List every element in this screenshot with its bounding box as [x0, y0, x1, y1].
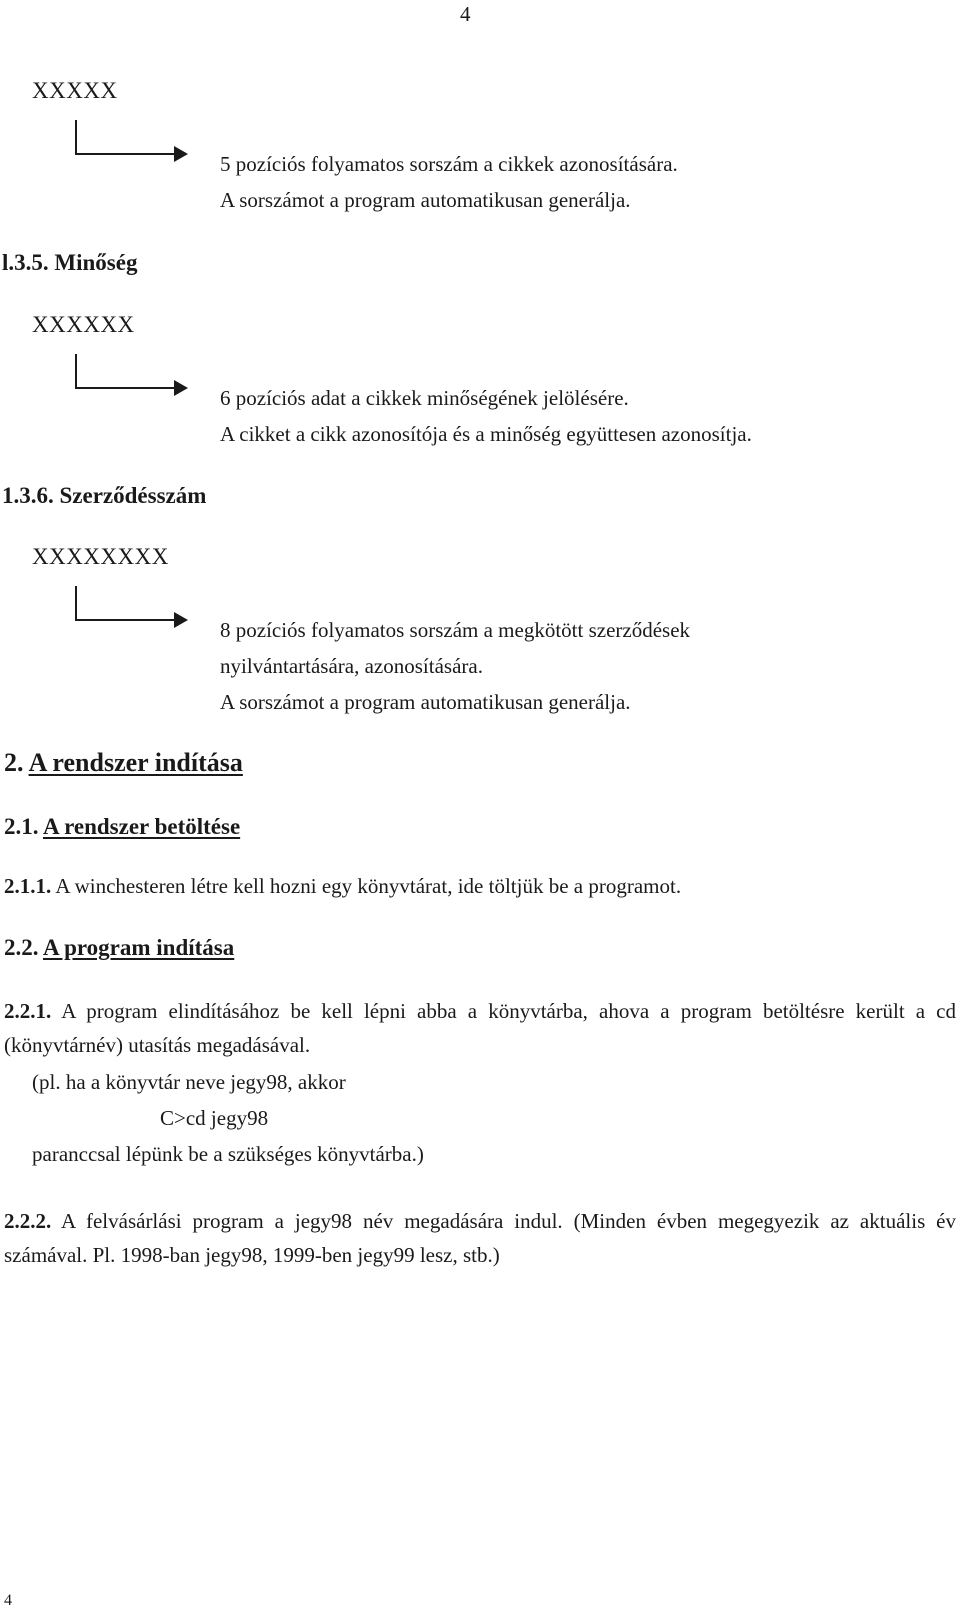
section-2-1-1 [4, 874, 681, 899]
section-title: A program indítása [42, 935, 235, 960]
section-1-3-5-heading [2, 250, 137, 276]
section-number: 1.3.6. [2, 483, 54, 508]
arrow-icon [70, 118, 200, 166]
section-text: A felvásárlási program a jegy98 név megadására indul. (Minden évben megegyezik az aktuális év számával. Pl. 1998-ban jegy98, 1999-ben jegy99 lesz, stb.) [4, 1209, 956, 1267]
section-text: A program elindításához be kell lépni abba a könyvtárba, ahova a program betöltésre került a cd (könyvtárnév) utasítás megadásával. [4, 999, 956, 1057]
section-number: 2.1.1. [4, 874, 52, 898]
block3-line2: nyilvántartására, azonosítására. [220, 654, 483, 678]
code-xxxxx: XXXXX [32, 78, 118, 103]
example-command: C>cd jegy98 [160, 1106, 269, 1130]
arrow-icon [70, 352, 200, 400]
section-title: A rendszer indítása [28, 748, 243, 777]
arrow-icon [70, 584, 200, 632]
block2-line1: 6 pozíciós adat a cikkek minőségének jelölésére. [220, 386, 629, 410]
example-outro: paranccsal lépünk be a szükséges könyvtárba.) [32, 1142, 424, 1166]
code-xxxxxxxx: XXXXXXXX [32, 544, 169, 569]
section-2-1-heading [4, 814, 240, 840]
page-number-bottom: 4 [4, 1592, 12, 1609]
section-number: 2.2. [4, 935, 39, 960]
section-2-2-2 [4, 1204, 956, 1272]
block3-line3: A sorszámot a program automatikusan generálja. [220, 690, 631, 714]
section-title: A rendszer betöltése [42, 814, 241, 839]
section-number: 2.2.1. [4, 999, 52, 1023]
block1-line2: A sorszámot a program automatikusan generálja. [220, 188, 631, 212]
example-intro: (pl. ha a könyvtár neve jegy98, akkor [32, 1070, 346, 1094]
section-2-heading [4, 748, 243, 778]
section-title: Szerződésszám [59, 483, 207, 508]
section-2-2-heading [4, 935, 234, 961]
block3-line1: 8 pozíciós folyamatos sorszám a megkötött szerződések [220, 618, 691, 642]
block1-line1: 5 pozíciós folyamatos sorszám a cikkek azonosítására. [220, 152, 678, 176]
section-number: 2.1. [4, 814, 39, 839]
section-title: Minőség [54, 250, 138, 275]
page-number-top: 4 [460, 2, 471, 26]
section-number: l.3.5. [2, 250, 49, 275]
block2-line2: A cikket a cikk azonosítója és a minőség együttesen azonosítja. [220, 422, 752, 446]
section-number: 2.2.2. [4, 1209, 52, 1233]
code-xxxxxx: XXXXXX [32, 312, 135, 337]
section-text: A winchesteren létre kell hozni egy könyvtárat, ide töltjük be a programot. [55, 874, 682, 898]
section-number: 2. [4, 748, 24, 777]
section-2-2-1 [4, 994, 956, 1062]
section-1-3-6-heading [2, 483, 206, 509]
